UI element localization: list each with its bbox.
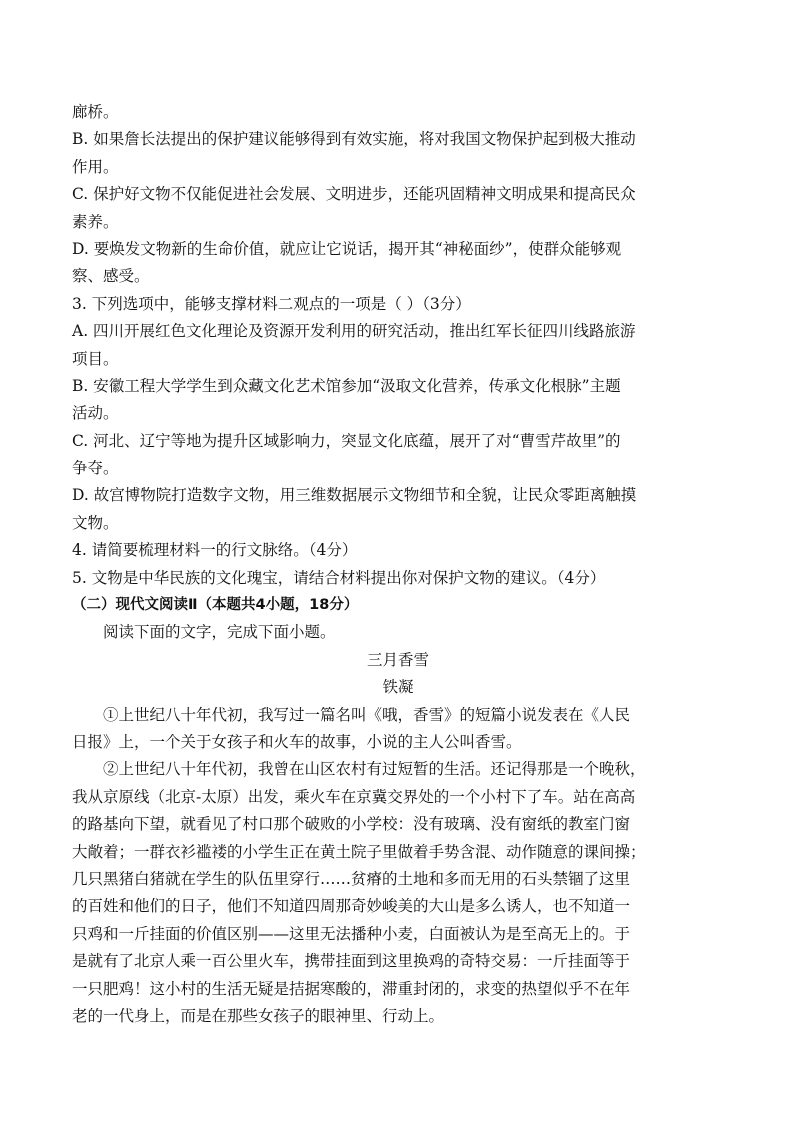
article-author: 铁凝 (382, 678, 414, 697)
paragraph-2-line: 老的一代身上，而是在那些女孩子的眼神里、行动上。 (72, 1006, 445, 1025)
paragraph-2-line: 只鸡和一斤挂面的价值区别——这里无法播种小麦，白面被认为是至高无上的。于 (72, 924, 631, 943)
paragraph-2-line: 是就有了北京人乘一百公里火车，携带挂面到这里换鸡的奇特交易：一斤挂面等于 (72, 952, 631, 971)
text-line: 活动。 (72, 404, 119, 423)
text-line: 廊桥。 (72, 103, 119, 121)
instruction: 阅读下面的文字，完成下面小题。 (103, 623, 336, 642)
question-5: 5. 文物是中华民族的文化瑰宝，请结合材料提出你对保护文物的建议。（4分） (72, 568, 606, 587)
question-3: 3. 下列选项中，能够支撑材料二观点的一项是（ ）（3分） (72, 294, 471, 313)
paragraph-2-line: 一只肥鸡！这小村的生活无疑是拮据寒酸的，滞重封闭的，求变的热望似乎不在年 (72, 979, 631, 998)
option-b: B. 如果詹长法提出的保护建议能够得到有效实施，将对我国文物保护起到极大推动 (72, 130, 636, 149)
section-heading: （二）现代文阅读Ⅱ（本题共4小题，18分） (72, 597, 359, 614)
option-a: A. 四川开展红色文化理论及资源开发利用的研究活动，推出红军长征四川线路旅游 (72, 322, 636, 341)
text-line: 争夺。 (72, 459, 119, 478)
text-line: 素养。 (72, 212, 119, 231)
paragraph-2-line: 大敞着；一群衣衫褴褛的小学生正在黄土院子里做着手势含混、动作随意的课间操； (72, 842, 646, 861)
paragraph-1-line: ①上世纪八十年代初，我写过一篇名叫《哦，香雪》的短篇小说发表在《人民 (103, 705, 631, 724)
paragraph-2-line: 的路基向下望，就看见了村口那个破败的小学校：没有玻璃、没有窗纸的教室门窗 (72, 815, 631, 834)
article-title: 三月香雪 (366, 650, 429, 669)
text-line: 文物。 (72, 513, 119, 532)
option-c: C. 保护好文物不仅能促进社会发展、文明进步，还能巩固精神文明成果和提高民众 (72, 185, 636, 204)
paragraph-1-line: 日报》上，一个关于女孩子和火车的故事，小说的主人公叫香雪。 (72, 732, 522, 751)
document-page (72, 99, 722, 1030)
text-line: 察、感受。 (72, 267, 150, 286)
option-c: C. 河北、辽宁等地为提升区域影响力，突显文化底蕴，展开了对“曹雪芹故里”的 (72, 431, 621, 450)
text-line: 作用。 (72, 157, 119, 176)
paragraph-2-line: 的百姓和他们的日子，他们不知道四周那奇妙峻美的大山是多么诱人，也不知道一 (72, 897, 631, 916)
question-4: 4. 请简要梳理材料一的行文脉络。（4分） (72, 541, 358, 560)
paragraph-2-line: 我从京原线（北京-太原）出发，乘火车在京冀交界处的一个小村下了车。站在高高 (72, 787, 636, 806)
option-b: B. 安徽工程大学学生到众藏文化艺术馆参加“汲取文化营养，传承文化根脉”主题 (72, 376, 621, 395)
text-line: 项目。 (72, 349, 119, 368)
option-d: D. 故宫博物院打造数字文物，用三维数据展示文物细节和全貌，让民众零距离触摸 (72, 486, 637, 505)
option-d: D. 要焕发文物新的生命价值，就应让它说话，揭开其“神秘面纱”，使群众能够观 (72, 239, 622, 258)
paragraph-2-line: ②上世纪八十年代初，我曾在山区农村有过短暂的生活。还记得那是一个晚秋， (103, 760, 646, 779)
paragraph-2-line: 几只黑猪白猪就在学生的队伍里穿行……贫瘠的土地和多而无用的石头禁锢了这里 (72, 869, 631, 888)
